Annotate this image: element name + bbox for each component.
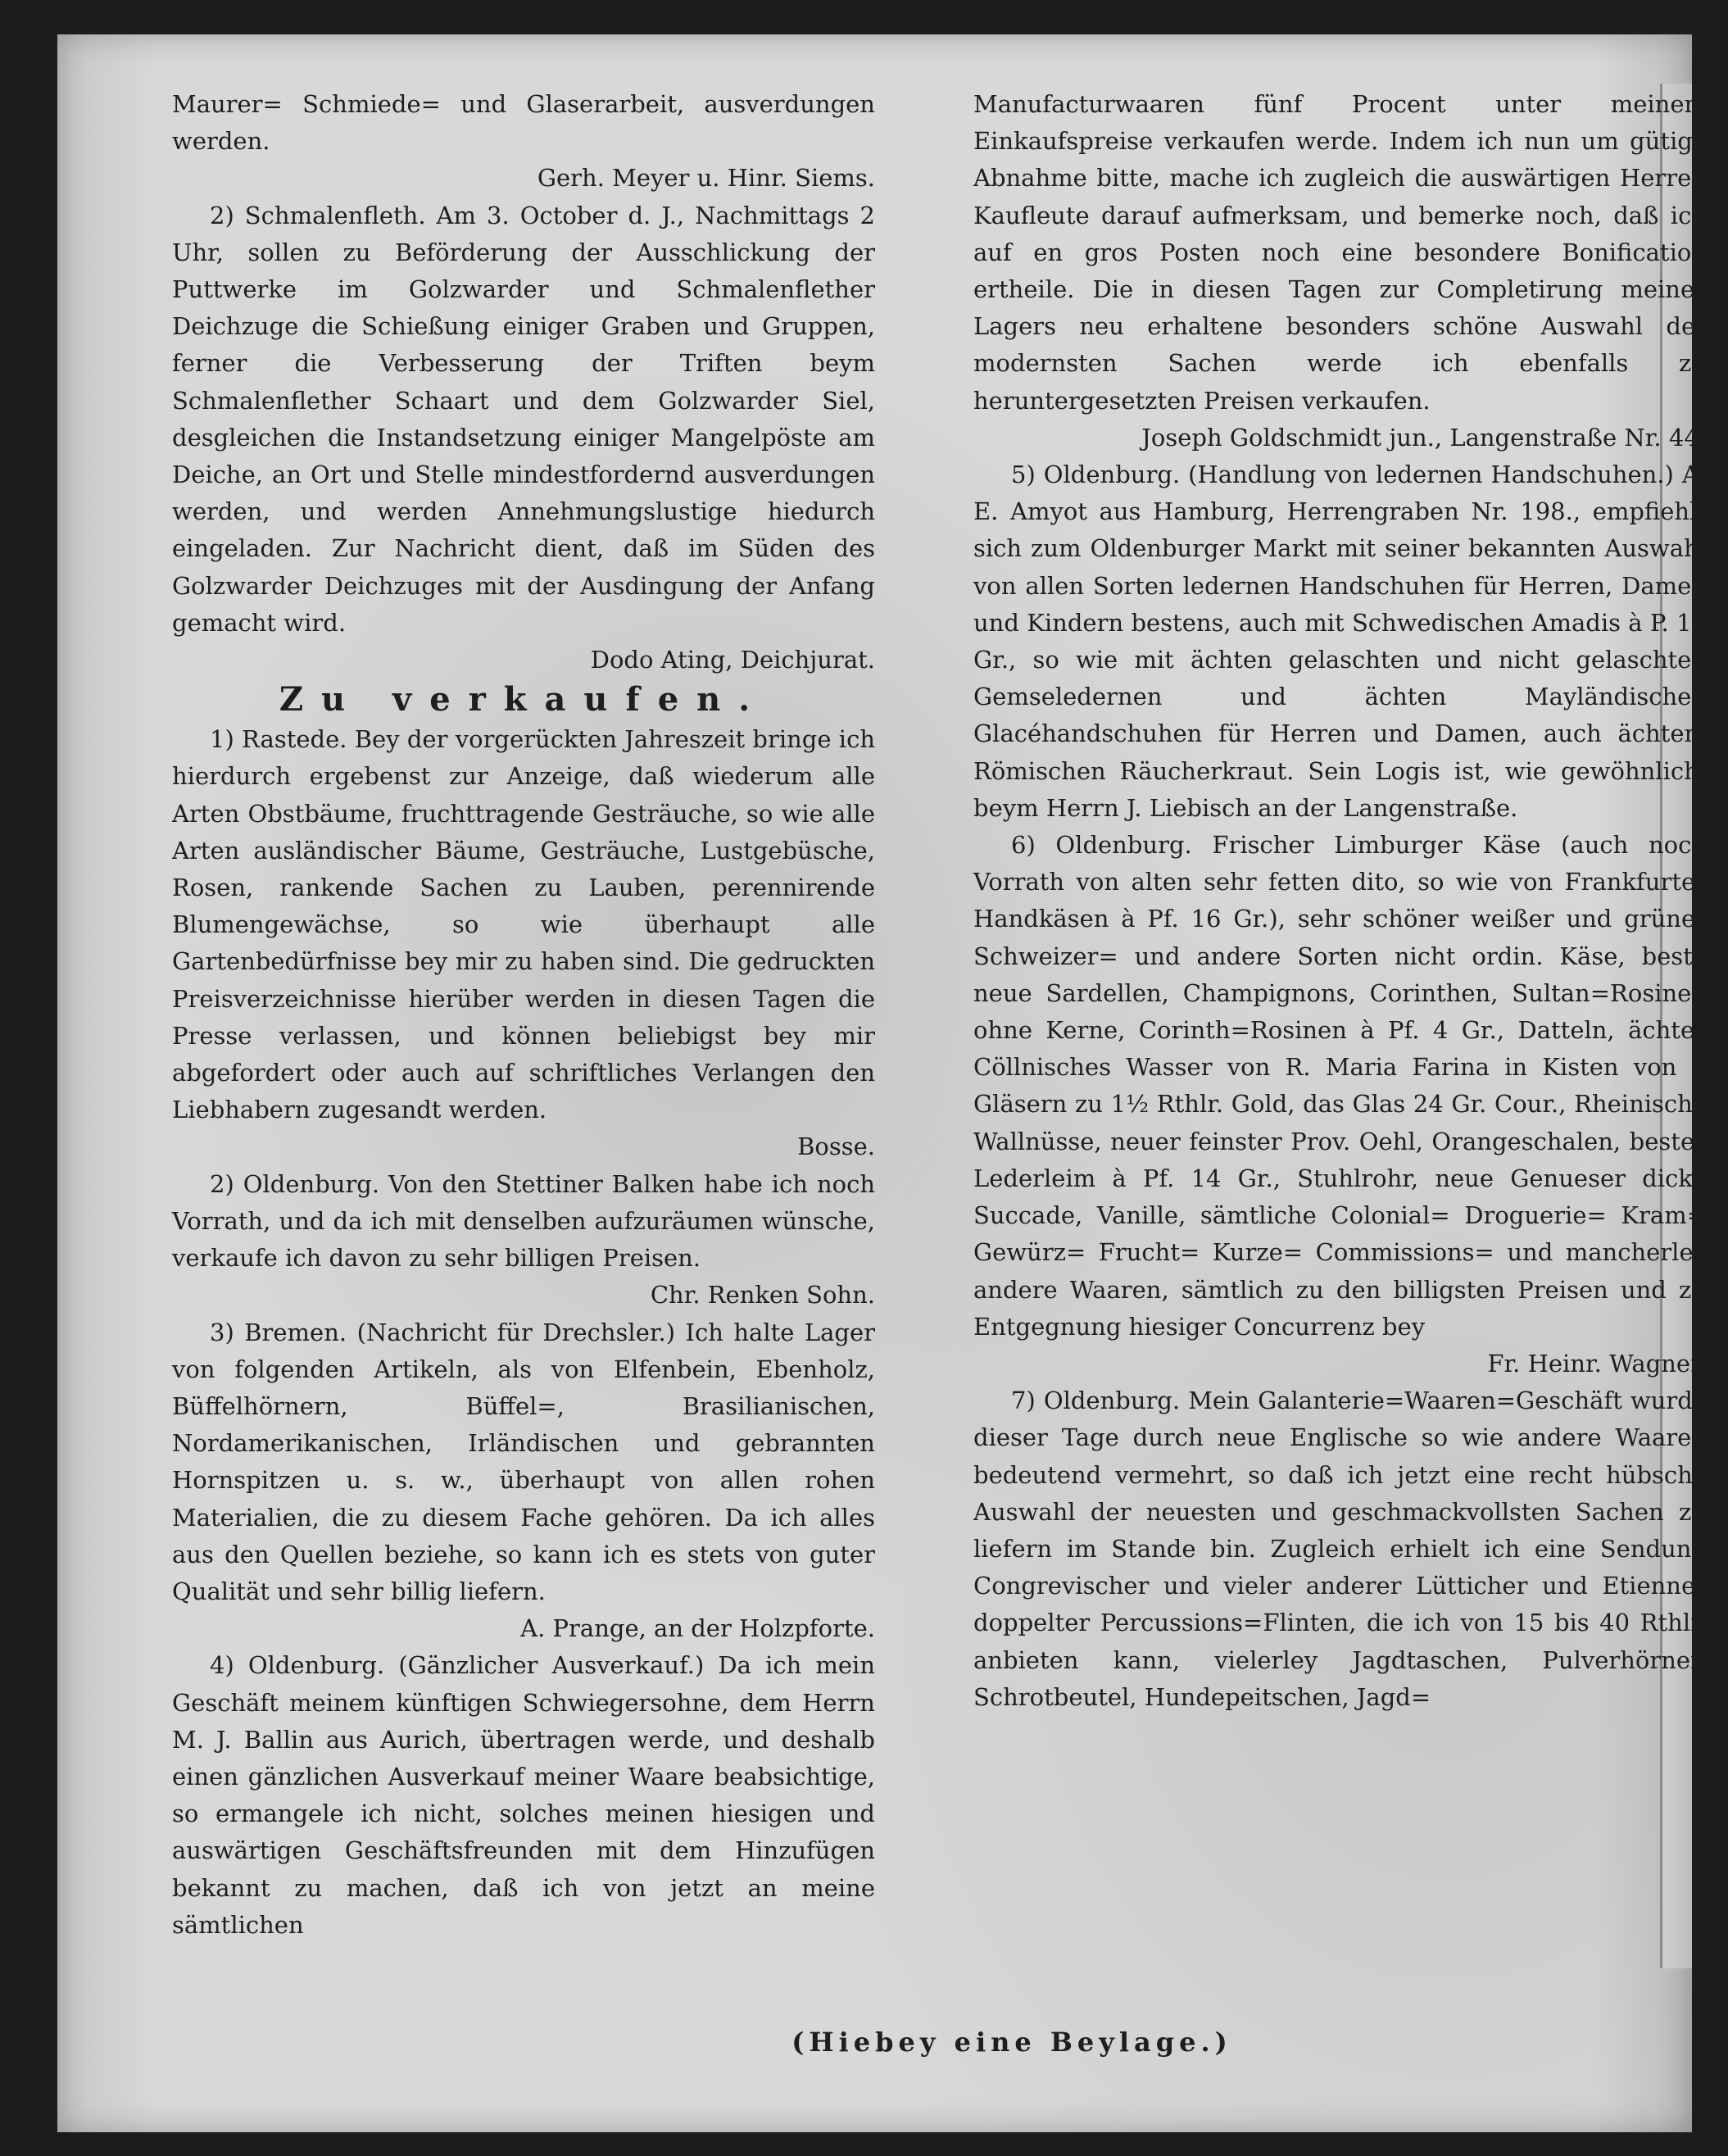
left-column: [172, 86, 875, 1944]
notice-paragraph: 7) Oldenburg. Mein Galanterie=Waaren=Geschäft wurde dieser Tage durch neue Englische so wie andere Waaren bedeutend vermehrt, so daß ich jetzt eine recht hübsche Auswahl der neuesten und geschmackvollsten Sachen zu liefern im Stande bin. Zugleich erhielt ich eine Sendung Congrevischer und vieler anderer Lütticher und Etienner doppelter Percussions=Flinten, die ich von 15 bis 40 Rthlr. anbieten kann, vielerley Jagdtaschen, Pulverhörner, Schrotbeutel, Hundepeitschen, Jagd=: [973, 1387, 1707, 1711]
notice-paragraph: 3) Bremen. (Nachricht für Drechsler.) Ich halte Lager von folgenden Artikeln, als von Elfenbein, Ebenholz, Büffelhörnern, Büffel=, Brasilianischen, Nordamerikanischen, Irländischen und gebrannten Hornspitzen u. s. w., überhaupt von allen rohen Materialien, die zu diesem Fache gehören. Da ich alles aus den Quellen beziehe, so kann ich es stets von guter Qualität und sehr billig liefern.: [172, 1318, 875, 1605]
signature-line: Gerh. Meyer u. Hinr. Siems.: [537, 164, 875, 193]
right-column: [973, 86, 1707, 1716]
signature-line: Dodo Ating, Deichjurat.: [590, 646, 875, 674]
section-heading: Zu verkaufen.: [279, 680, 769, 719]
signature-line: Fr. Heinr. Wagner.: [1487, 1349, 1707, 1378]
notice-paragraph: 5) Oldenburg. (Handlung von ledernen Handschuhen.) A. E. Amyot aus Hamburg, Herrengraben Nr. 198., empfiehlt sich zum Oldenburger Markt mit seiner bekannten Auswahl von allen Sorten ledernen Handschuhen für Herren, Damen und Kindern bestens, auch mit Schwedischen Amadis à P. 15 Gr., so wie mit ächten gelaschten und nicht gelaschten Gemseledernen und ächten Mayländischen Glacéhandschuhen für Herren und Damen, auch ächtem Römischen Räucherkraut. Sein Logis ist, wie gewöhnlich, beym Herrn J. Liebisch an der Langenstraße.: [973, 461, 1707, 822]
notice-paragraph: 1) Rastede. Bey der vorgerückten Jahreszeit bringe ich hierdurch ergebenst zur Anzeige, daß wiederum alle Arten Obstbäume, fruchttragende Gesträuche, so wie alle Arten ausländischer Bäume, Gesträuche, Lustgebüsche, Rosen, rankende Sachen zu Lauben, perennirende Blumengewächse, so wie überhaupt alle Gartenbedürfnisse bey mir zu haben sind. Die gedruckten Preisverzeichnisse hierüber werden in diesen Tagen die Presse verlassen, und können beliebigst bey mir abgefordert oder auch auf schriftliches Verlangen den Liebhabern zugesandt werden.: [172, 725, 875, 1124]
notice-paragraph: Manufacturwaaren fünf Procent unter meinem Einkaufspreise verkaufen werde. Indem ich nun um gütige Abnahme bitte, mache ich zugleich die auswärtigen Herren Kaufleute darauf aufmerksam, und bemerke noch, daß ich auf en gros Posten noch eine besondere Bonification ertheile. Die in diesen Tagen zur Completirung meines Lagers neu erhaltene besonders schöne Auswahl der modernsten Sachen werde ich ebenfalls zu heruntergesetzten Preisen verkaufen.: [973, 90, 1707, 415]
signature-line: Chr. Renken Sohn.: [650, 1281, 875, 1309]
notice-paragraph: 2) Oldenburg. Von den Stettiner Balken habe ich noch Vorrath, und da ich mit denselben aufzuräumen wünsche, verkaufe ich davon zu sehr billigen Preisen.: [172, 1169, 875, 1273]
notice-paragraph: Maurer= Schmiede= und Glaserarbeit, ausverdungen werden.: [172, 90, 875, 156]
notice-paragraph: 6) Oldenburg. Frischer Limburger Käse (auch noch Vorrath von alten sehr fetten dito, so wie von Frankfurter Handkäsen à Pf. 16 Gr.), sehr schöner weißer und grüner Schweizer= und andere Sorten nicht ordin. Käse, beste neue Sardellen, Champignons, Corinthen, Sultan=Rosinen ohne Kerne, Corinth=Rosinen à Pf. 4 Gr., Datteln, ächtes Cöllnisches Wasser von R. Maria Farina in Kisten von 6 Gläsern zu 1½ Rthlr. Gold, das Glas 24 Gr. Cour., Rheinische Wallnüsse, neuer feinster Prov. Oehl, Orangeschalen, bestes Lederleim à Pf. 14 Gr., Stuhlrohr, neue Genueser dicke Succade, Vanille, sämtliche Colonial= Droguerie= Kram= Gewürz= Frucht= Kurze= Commissions= und mancherley andere Waaren, sämtlich zu den billigsten Preisen und zu Entgegnung hiesiger Concurrenz bey: [973, 831, 1707, 1341]
signature-line: A. Prange, an der Holzpforte.: [520, 1614, 875, 1643]
notice-paragraph: 2) Schmalenfleth. Am 3. October d. J., Nachmittags 2 Uhr, sollen zu Beförderung der Ausschlickung der Puttwerke im Golzwarder und Schmalenflether Deichzuge die Schießung einiger Graben und Gruppen, ferner die Verbesserung der Triften beym Schmalenflether Schaart und dem Golzwarder Siel, desgleichen die Instandsetzung einiger Mangelpöste am Deiche, an Ort und Stelle mindestfordernd ausverdungen werden, und werden Annehmungslustige hiedurch eingeladen. Zur Nachricht dient, daß im Süden des Golzwarder Deichzuges mit der Ausdingung der Anfang gemacht wird.: [172, 201, 875, 637]
signature-line: Bosse.: [797, 1132, 875, 1161]
supplement-note: (Hiebey eine Beylage.): [791, 2027, 1232, 2058]
signature-line: Joseph Goldschmidt jun., Langenstraße Nr. 44.: [1141, 423, 1707, 452]
notice-paragraph: 4) Oldenburg. (Gänzlicher Ausverkauf.) Da ich mein Geschäft meinem künftigen Schwiegersohne, dem Herrn M. J. Ballin aus Aurich, übertragen werde, und deshalb einen gänzlichen Ausverkauf meiner Waare beabsichtige, so ermangele ich nicht, solches meinen hiesigen und auswärtigen Geschäftsfreunden mit dem Hinzufügen bekannt zu machen, daß ich von jetzt an meine sämtlichen: [172, 1651, 875, 1939]
